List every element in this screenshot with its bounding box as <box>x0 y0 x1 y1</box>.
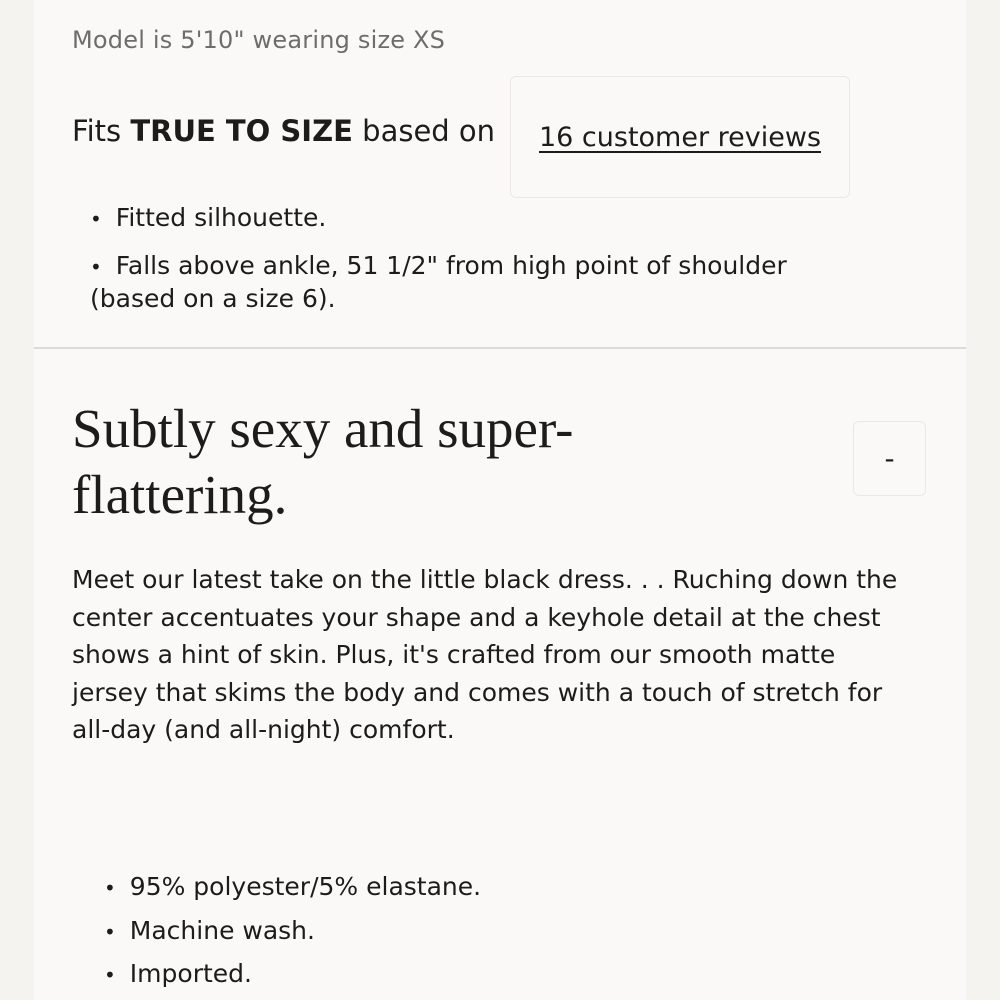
list-item <box>90 202 870 235</box>
bullet-icon: • <box>90 255 102 279</box>
care-detail-text: 95% polyester/5% elastane. <box>129 872 482 901</box>
list-item <box>104 866 481 910</box>
minus-icon: - <box>884 442 895 475</box>
bullet-icon: • <box>104 919 116 944</box>
fit-details-list <box>90 202 870 329</box>
fit-prefix: Fits <box>72 114 131 148</box>
fit-detail-text: Fitted silhouette. <box>115 203 327 232</box>
care-detail-text: Imported. <box>129 959 252 988</box>
customer-reviews-button[interactable] <box>510 76 850 198</box>
care-detail-text: Machine wash. <box>129 915 315 945</box>
list-item <box>90 250 870 314</box>
collapse-section-button[interactable] <box>853 421 926 496</box>
list-item <box>104 953 481 997</box>
model-size-note: Model is 5'10" wearing size XS <box>72 26 446 54</box>
bullet-icon: • <box>104 876 116 900</box>
customer-reviews-link[interactable]: 16 customer reviews <box>538 121 822 153</box>
section-divider <box>34 347 966 349</box>
fit-suffix: based on <box>352 114 496 148</box>
bullet-icon: • <box>104 963 116 987</box>
section-title: Subtly sexy and super-flattering. <box>72 398 574 525</box>
fit-rating: TRUE TO SIZE <box>130 114 353 148</box>
product-care-list <box>104 866 481 997</box>
fit-summary <box>72 114 495 148</box>
fit-detail-text: Falls above ankle, 51 1/2" from high point of shoulder (based on a size 6). <box>90 251 787 313</box>
list-item <box>104 910 481 954</box>
bullet-icon: • <box>90 207 102 231</box>
product-description: Meet our latest take on the little black dress. . . Ruching down the center accentuates your shape and a keyhole detail at the chest shows a hint of skin. Plus, it's crafted from our smooth matte jersey that skims the body and comes with a touch of stretch for all-day (and all-night) comfort. <box>72 565 898 745</box>
